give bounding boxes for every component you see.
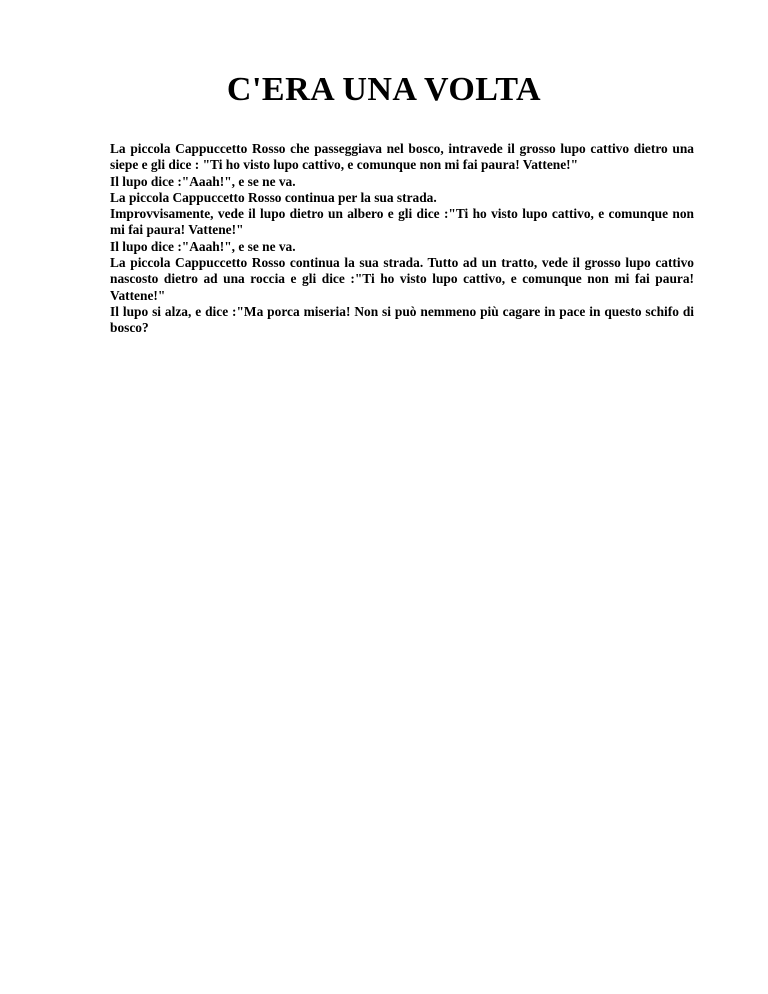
story-paragraph: Il lupo dice :"Aaah!", e se ne va. — [110, 238, 296, 254]
story-paragraph: La piccola Cappuccetto Rosso che passeggiava nel bosco, intravede il grosso lupo cattivo dietro una siepe e gli dice : "Ti ho visto lupo cattivo, e comunque non mi fai paura! Vattene!" — [110, 141, 694, 173]
story-body — [110, 141, 694, 337]
story-paragraph: La piccola Cappuccetto Rosso continua la sua strada. Tutto ad un tratto, vede il grosso lupo cattivo nascosto dietro ad una roccia e gli dice :"Ti ho visto lupo cattivo, e comunque non mi fai paura! Vattene!" — [110, 255, 694, 303]
document-title: C'ERA UNA VOLTA — [226, 71, 542, 108]
story-paragraph: Il lupo dice :"Aaah!", e se ne va. — [110, 173, 296, 189]
story-paragraph: La piccola Cappuccetto Rosso continua per la sua strada. — [110, 189, 437, 205]
story-paragraph: Il lupo si alza, e dice :"Ma porca miseria! Non si può nemmeno più cagare in pace in questo schifo di bosco? — [110, 303, 694, 336]
story-paragraph: Improvvisamente, vede il lupo dietro un albero e gli dice :"Ti ho visto lupo cattivo, e comunque non mi fai paura! Vattene!" — [110, 206, 694, 238]
